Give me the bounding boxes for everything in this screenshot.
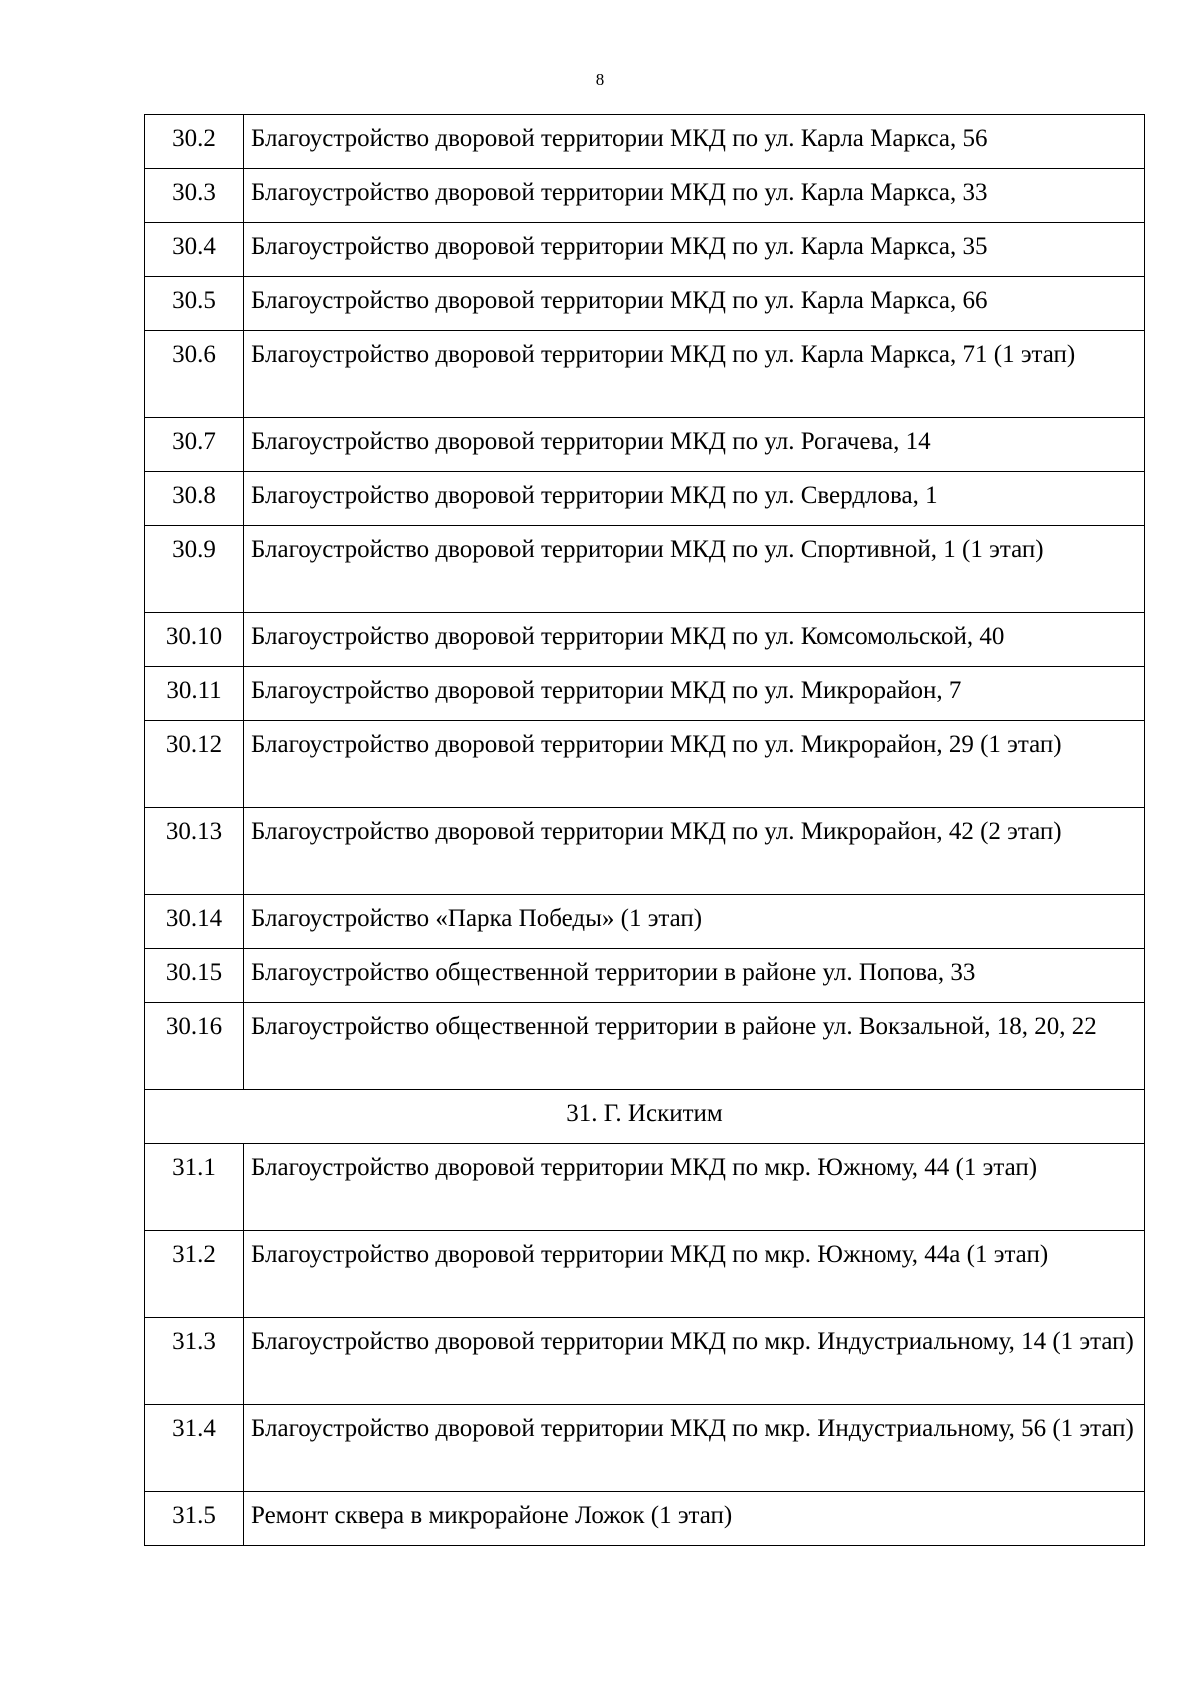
- row-number: 31.4: [145, 1405, 244, 1492]
- row-number: 30.15: [145, 949, 244, 1003]
- row-description: Благоустройство дворовой территории МКД по ул. Рогачева, 14: [244, 418, 1145, 472]
- row-number: 30.14: [145, 895, 244, 949]
- row-number: 31.1: [145, 1144, 244, 1231]
- row-description: Благоустройство дворовой территории МКД по ул. Карла Маркса, 71 (1 этап): [244, 331, 1145, 418]
- row-description: Благоустройство дворовой территории МКД по ул. Спортивной, 1 (1 этап): [244, 526, 1145, 613]
- table-row: [145, 721, 1145, 808]
- row-description: Благоустройство дворовой территории МКД по мкр. Южному, 44 (1 этап): [244, 1144, 1145, 1231]
- row-number: 30.10: [145, 613, 244, 667]
- row-number: 31.3: [145, 1318, 244, 1405]
- table-row: [145, 1231, 1145, 1318]
- row-number: 30.9: [145, 526, 244, 613]
- table-row: [145, 331, 1145, 418]
- row-number: 30.8: [145, 472, 244, 526]
- row-number: 30.16: [145, 1003, 244, 1090]
- measures-table: [144, 114, 1145, 1546]
- table-row: [145, 277, 1145, 331]
- row-number: 30.5: [145, 277, 244, 331]
- table-row: [145, 808, 1145, 895]
- measures-table-body: [145, 115, 1145, 1546]
- row-description: Благоустройство дворовой территории МКД по ул. Микрорайон, 29 (1 этап): [244, 721, 1145, 808]
- row-description: Благоустройство общественной территории в районе ул. Попова, 33: [244, 949, 1145, 1003]
- row-number: 31.5: [145, 1492, 244, 1546]
- row-number: 30.6: [145, 331, 244, 418]
- table-row: [145, 223, 1145, 277]
- table-row: [145, 613, 1145, 667]
- row-number: 30.4: [145, 223, 244, 277]
- row-description: Благоустройство дворовой территории МКД по ул. Микрорайон, 42 (2 этап): [244, 808, 1145, 895]
- row-number: 30.11: [145, 667, 244, 721]
- row-number: 30.2: [145, 115, 244, 169]
- row-description: Благоустройство дворовой территории МКД по мкр. Южному, 44а (1 этап): [244, 1231, 1145, 1318]
- row-description: Благоустройство дворовой территории МКД по мкр. Индустриальному, 56 (1 этап): [244, 1405, 1145, 1492]
- row-number: 31.2: [145, 1231, 244, 1318]
- row-description: Благоустройство дворовой территории МКД по ул. Карла Маркса, 56: [244, 115, 1145, 169]
- row-description: Благоустройство дворовой территории МКД по ул. Комсомольской, 40: [244, 613, 1145, 667]
- row-description: Благоустройство общественной территории в районе ул. Вокзальной, 18, 20, 22: [244, 1003, 1145, 1090]
- row-description: Благоустройство дворовой территории МКД по ул. Карла Маркса, 66: [244, 277, 1145, 331]
- table-row: [145, 1318, 1145, 1405]
- row-description: Благоустройство дворовой территории МКД по ул. Свердлова, 1: [244, 472, 1145, 526]
- row-number: 30.3: [145, 169, 244, 223]
- section-header-row: [145, 1090, 1145, 1144]
- table-row: [145, 1144, 1145, 1231]
- row-description: Благоустройство дворовой территории МКД по ул. Микрорайон, 7: [244, 667, 1145, 721]
- row-description: Благоустройство дворовой территории МКД по ул. Карла Маркса, 35: [244, 223, 1145, 277]
- table-row: [145, 895, 1145, 949]
- row-number: 30.12: [145, 721, 244, 808]
- table-row: [145, 169, 1145, 223]
- row-description: Благоустройство «Парка Победы» (1 этап): [244, 895, 1145, 949]
- row-description: Благоустройство дворовой территории МКД по ул. Карла Маркса, 33: [244, 169, 1145, 223]
- row-number: 30.7: [145, 418, 244, 472]
- table-row: [145, 418, 1145, 472]
- table-row: [145, 1003, 1145, 1090]
- page-number: 8: [595, 70, 605, 89]
- table-row: [145, 1492, 1145, 1546]
- table-row: [145, 472, 1145, 526]
- row-description: Благоустройство дворовой территории МКД по мкр. Индустриальному, 14 (1 этап): [244, 1318, 1145, 1405]
- table-row: [145, 667, 1145, 721]
- table-row: [145, 1405, 1145, 1492]
- table-row: [145, 526, 1145, 613]
- row-description: Ремонт сквера в микрорайоне Ложок (1 этап): [244, 1492, 1145, 1546]
- table-row: [145, 949, 1145, 1003]
- table-row: [145, 115, 1145, 169]
- section-title: 31. Г. Искитим: [145, 1090, 1145, 1144]
- row-number: 30.13: [145, 808, 244, 895]
